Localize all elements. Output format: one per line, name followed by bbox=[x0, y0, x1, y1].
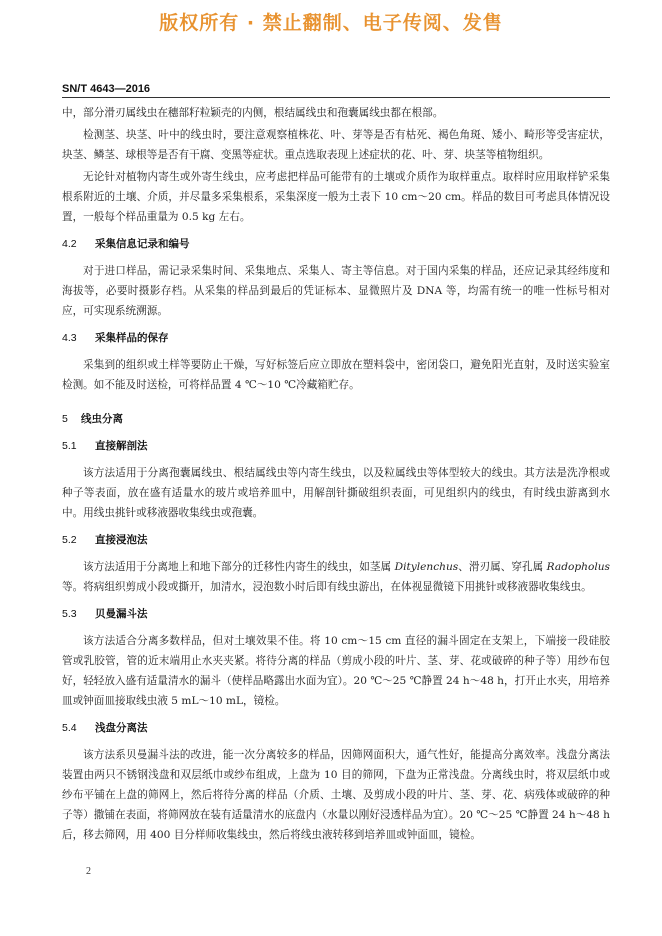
section-heading-5-4 bbox=[62, 718, 610, 738]
paragraph: 采集到的组织或土样等要防止干燥，写好标签后应立即放在塑料袋中，密闭袋口，避免阳光直射，及时送实验室检测。如不能及时送检，可将样品置 4 ℃～10 ℃冷藏箱贮存。 bbox=[62, 359, 610, 391]
genus-name-italic: Radopholus bbox=[546, 561, 610, 573]
section-title: 线虫分离 bbox=[81, 413, 123, 425]
section-heading-5-3 bbox=[62, 604, 610, 624]
copyright-watermark: 版权所有 · 禁止翻制、电子传阅、发售 bbox=[159, 12, 503, 34]
section-number: 5.4 bbox=[62, 722, 77, 734]
paragraph: 对于进口样品，需记录采集时间、采集地点、采集人、寄主等信息。对于国内采集的样品，还应记录其经纬度和海拔等，必要时摄影存档。从采集的样品到最后的凭证标本、显微照片及 DNA 等，均需有统一的唯一性标号相对应，可实现系统溯源。 bbox=[62, 265, 610, 317]
paragraph: 中，部分滑刃属线虫在穗部籽粒颖壳的内侧，根结属线虫和孢囊属线虫都在根部。 bbox=[62, 107, 444, 119]
section-title: 采集样品的保存 bbox=[95, 332, 169, 344]
text-run: 、滑刃属、穿孔属 bbox=[458, 561, 547, 573]
paragraph: 该方法适用于分离孢囊属线虫、根结属线虫等内寄生线虫，以及粒属线虫等体型较大的线虫。其方法是洗净根或种子等表面，放在盛有适量水的玻片或培养皿中，用解剖针撕破组织表面，可见组织内的线虫，有时线虫游离到水中。用线虫挑针或移液器收集线虫或孢囊。 bbox=[62, 467, 610, 519]
section-heading-5-1 bbox=[62, 436, 610, 456]
standard-code: SN/T 4643—2016 bbox=[62, 83, 151, 95]
section-number: 5.3 bbox=[62, 608, 77, 620]
document-body bbox=[62, 103, 610, 847]
section-title: 直接解剖法 bbox=[95, 440, 148, 452]
section-number: 4.2 bbox=[62, 238, 77, 250]
section-title: 采集信息记录和编号 bbox=[95, 238, 190, 250]
section-heading-5 bbox=[62, 409, 610, 429]
header-rule bbox=[62, 97, 610, 98]
text-run: 等。将病组织剪成小段或撕开，加清水，浸泡数小时后即有线虫游出，在体视显微镜下用挑针或移液器收集线虫。 bbox=[62, 581, 592, 593]
section-title: 直接浸泡法 bbox=[95, 534, 148, 546]
paragraph: 该方法适合分离多数样品，但对土壤效果不佳。将 10 cm～15 cm 直径的漏斗固定在支架上，下端接一段硅胶管或乳胶管，管的近末端用止水夹夹紧。将待分离的样品（剪成小段的叶片、茎、芽、花或破碎的种子等）用纱布包好，轻轻放入盛有适量清水的漏斗（使样品略露出水面为宜）。20 ℃～25 ℃静置 24 h～48 h，打开止水夹，用培养皿或钟面皿接取线虫液 5 mL～10 mL，镜检。 bbox=[62, 635, 610, 707]
paragraph: 检测茎、块茎、叶中的线虫时，要注意观察植株花、叶、芽等是否有枯死、褐色角斑、矮小、畸形等受害症状，块茎、鳞茎、球根等是否有干腐、变黑等症状。重点选取表现上述症状的花、叶、芽、块茎等植物组织。 bbox=[62, 129, 610, 161]
section-number: 5.2 bbox=[62, 534, 77, 546]
paragraph bbox=[62, 557, 610, 597]
section-heading-5-2 bbox=[62, 530, 610, 550]
section-title: 贝曼漏斗法 bbox=[95, 608, 148, 620]
section-number: 5.1 bbox=[62, 440, 77, 452]
genus-name-italic: Ditylenchus bbox=[394, 561, 459, 573]
text-run: 该方法适用于分离地上和地下部分的迁移性内寄生的线虫，如茎属 bbox=[83, 561, 395, 573]
paragraph: 无论针对植物内寄生或外寄生线虫，应考虑把样品可能带有的土壤或介质作为取样重点。取样时应用取样铲采集根系附近的土壤、介质，并尽量多采集根系，采集深度一般为土表下 10 cm～20 cm。样品的数目可考虑具体情况设置，一般每个样品重量为 0.5 kg 左右。 bbox=[62, 171, 610, 223]
page-number: 2 bbox=[86, 866, 91, 877]
section-heading-4-3 bbox=[62, 328, 610, 348]
section-number: 5 bbox=[62, 413, 68, 425]
paragraph: 该方法系贝曼漏斗法的改进，能一次分离较多的样品，因筛网面积大，通气性好，能提高分离效率。浅盘分离法装置由两只不锈钢浅盘和双层纸巾或纱布组成，上盘为 10 目的筛网，下盘为正常浅盘。分离线虫时，将双层纸巾或纱布平铺在上盘的筛网上，然后将待分离的样品（介质、土壤、及剪成小段的叶片、茎、芽、花、病残体或破碎的种子等）撒铺在表面，将筛网放在装有适量清水的底盘内（水量以刚好浸透样品为宜）。20 ℃～25 ℃静置 24 h～48 h 后，移去筛网，用 400 目分样师收集线虫，然后将线虫液转移到培养皿或钟面皿，镜检。 bbox=[62, 749, 610, 841]
section-number: 4.3 bbox=[62, 332, 77, 344]
section-title: 浅盘分离法 bbox=[95, 722, 148, 734]
section-heading-4-2 bbox=[62, 234, 610, 254]
